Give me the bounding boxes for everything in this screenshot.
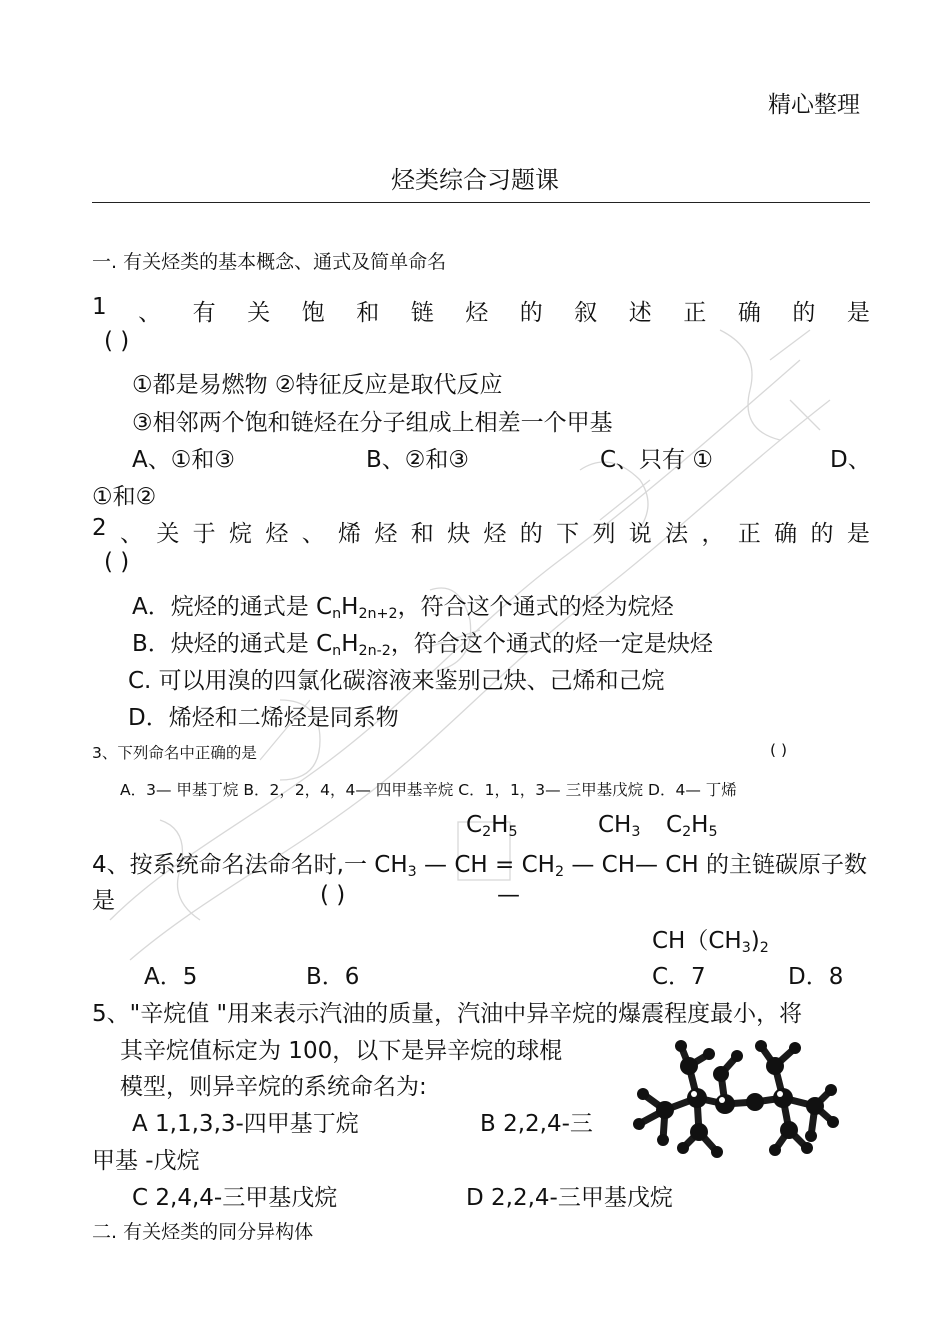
q1-option-c: C、只有 ① [600, 447, 713, 473]
q3-stem: 3、下列命名中正确的是 [92, 744, 257, 762]
q4-bond-dash: — [497, 882, 520, 908]
q4-option-c: C．7 [652, 964, 706, 990]
q1-option-d: D、 [830, 447, 871, 473]
q4-stem-cont: 是 [92, 888, 115, 914]
q5-option-a: A 1,1,3,3-四甲基丁烷 [132, 1111, 359, 1137]
q1-statement-1: ①都是易燃物 ②特征反应是取代反应 [132, 372, 503, 398]
q2-option-d: D．烯烃和二烯烃是同系物 [128, 705, 399, 731]
q3-options: A．3— 甲基丁烷 B．2，2，4，4— 四甲基辛烷 C．1，1，3— 三甲基戊烷 D．4— 丁烯 [120, 781, 737, 799]
q4-stem: 4、按系统命名法命名时,一 $CH_3$ — CH = $CH_2$ — CH— CH 的主链碳原子数 [92, 852, 867, 880]
q5-stem-cont-1: 其辛烷值标定为 100，以下是异辛烷的球棍 [120, 1038, 563, 1064]
q4-substituent-ch3: $CH_3$ [598, 812, 641, 840]
q2-option-b: B．炔烃的通式是 $C_nH_{2n-2}$，符合这个通式的烃一定是炔烃 [132, 631, 713, 659]
q4-substituent-c2h5-b: $C_2H_5$ [666, 812, 718, 840]
q4-option-d: D．8 [788, 964, 844, 990]
page-title: 烃类综合习题课 [391, 166, 559, 194]
q5-option-b-cont: 甲基 -戊烷 [92, 1148, 200, 1174]
q2-answer-paren: ( ) [104, 549, 130, 575]
section-heading-1: 一. 有关烃类的基本概念、通式及简单命名 [92, 251, 447, 273]
q4-substituent-isopropyl: $CH(CH_3)_2$ [652, 928, 769, 956]
q5-option-c: C 2,4,4-三甲基戊烷 [132, 1185, 338, 1211]
q2-stem: 2 、 关 于 烷 烃 、 烯 烃 和 炔 烃 的 下 列 说 法 ， 正 确 的 是 [92, 515, 870, 547]
q1-option-d-cont: ①和② [92, 484, 157, 510]
q5-stem-cont-2: 模型，则异辛烷的系统命名为: [120, 1074, 427, 1100]
q3-answer-paren: ( ) [770, 741, 788, 759]
q4-option-b: B．6 [306, 964, 360, 990]
q1-stem: 1 、 有 关 饱 和 链 烃 的 叙 述 正 确 的 是 [92, 294, 870, 326]
q4-answer-paren: ( ) [320, 882, 346, 908]
ball-and-stick-molecule-image [625, 1032, 840, 1172]
title-divider [92, 202, 870, 203]
q1-statement-2: ③相邻两个饱和链烃在分子组成上相差一个甲基 [132, 410, 613, 436]
q5-option-d: D 2,2,4-三甲基戊烷 [466, 1185, 673, 1211]
q1-option-a: A、①和③ [132, 447, 235, 473]
q2-option-a: A．烷烃的通式是 $C_nH_{2n+2}$，符合这个通式的烃为烷烃 [132, 594, 674, 622]
header-tag: 精心整理 [768, 92, 860, 118]
q4-substituent-c2h5-a: $C_2H_5$ [466, 812, 518, 840]
q1-option-b: B、②和③ [366, 447, 470, 473]
q1-answer-paren: ( ) [104, 328, 130, 354]
q2-option-c: C. 可以用溴的四氯化碳溶液来鉴别己炔、己烯和己烷 [128, 668, 665, 694]
q4-option-a: A．5 [144, 964, 198, 990]
q5-option-b: B 2,2,4-三 [480, 1111, 593, 1137]
q5-stem: 5、"辛烷值 "用来表示汽油的质量，汽油中异辛烷的爆震程度最小，将 [92, 1001, 803, 1027]
section-heading-2: 二. 有关烃类的同分异构体 [92, 1221, 314, 1243]
